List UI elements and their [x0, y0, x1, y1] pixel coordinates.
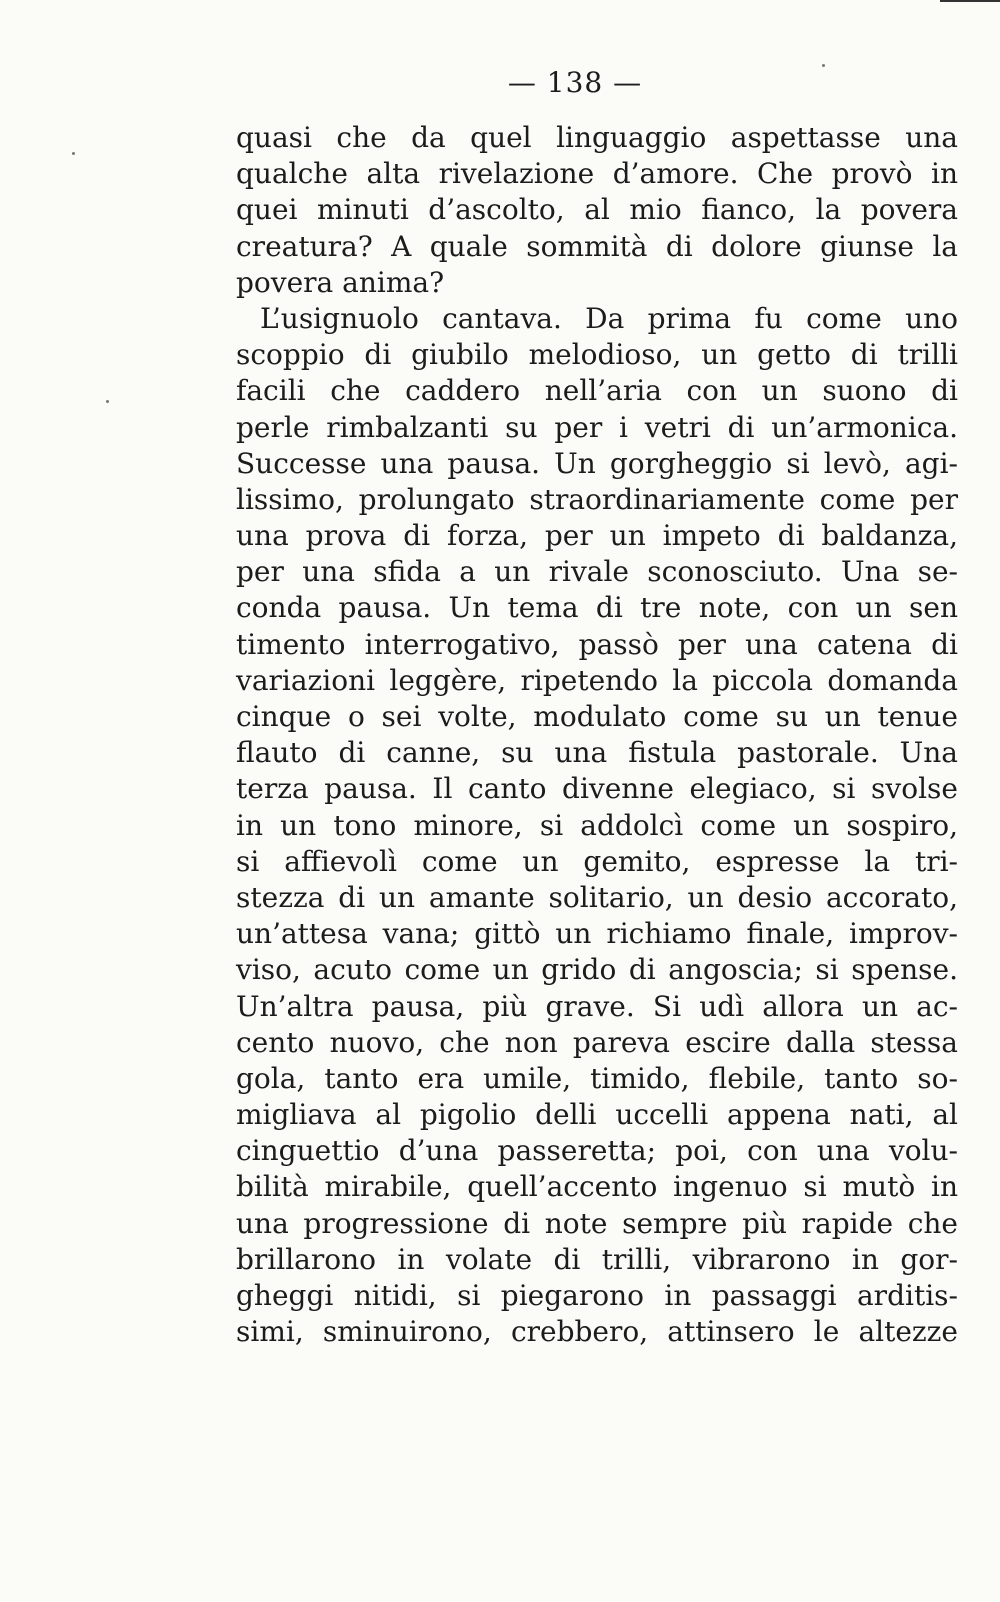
text-line: qualche alta rivelazione d’amore. Che provò in — [236, 157, 958, 191]
text-line: in un tono minore, si addolcì come un sospiro, — [236, 808, 958, 842]
paper-speck — [106, 400, 109, 403]
text-line: scoppio di giubilo melodioso, un getto di trilli — [236, 338, 958, 372]
text-line: lissimo, prolungato straordinariamente come per — [236, 482, 958, 516]
page-edge-mark — [940, 0, 1000, 2]
text-line: simi, sminuirono, crebbero, attinsero le altezze — [236, 1315, 958, 1349]
text-line: cinguettio d’una passeretta; poi, con una volu- — [236, 1134, 958, 1168]
page-number: — 138 — — [507, 66, 643, 99]
text-line: una progressione di note sempre più rapide che — [236, 1206, 958, 1240]
text-line: un’attesa vana; gittò un richiamo finale, improv- — [236, 917, 958, 951]
text-line: creatura? A quale sommità di dolore giunse la — [236, 229, 958, 263]
text-line: per una sfida a un rivale sconosciuto. Una se- — [236, 555, 958, 589]
text-line: brillarono in volate di trilli, vibrarono in gor- — [236, 1242, 958, 1276]
text-line: timento interrogativo, passò per una catena di — [236, 627, 958, 661]
body-text — [236, 120, 958, 1350]
text-line: povera anima? — [236, 265, 445, 299]
text-line: migliava al pigolio delli uccelli appena nati, al — [236, 1098, 958, 1132]
text-line: L’usignuolo cantava. Da prima fu come uno — [260, 301, 958, 335]
text-line: stezza di un amante solitario, un desio accorato, — [236, 880, 958, 914]
text-line: perle rimbalzanti su per i vetri di un’armonica. — [236, 410, 958, 444]
text-line: cinque o sei volte, modulato come su un tenue — [236, 700, 958, 733]
text-line: bilità mirabile, quell’accento ingenuo si mutò in — [236, 1170, 958, 1204]
text-line: viso, acuto come un grido di angoscia; si spense. — [236, 953, 958, 987]
text-line: facili che caddero nell’aria con un suono di — [236, 374, 958, 408]
text-line: conda pausa. Un tema di tre note, con un sen — [236, 591, 958, 625]
text-line: gheggi nitidi, si piegarono in passaggi arditis- — [236, 1279, 958, 1312]
text-line: Un’altra pausa, più grave. Si udì allora un ac- — [236, 989, 958, 1023]
paper-speck — [72, 152, 75, 155]
text-line: si affievolì come un gemito, espresse la tri- — [236, 844, 958, 878]
text-line: terza pausa. Il canto divenne elegiaco, si svolse — [236, 772, 958, 806]
text-line: cento nuovo, che non pareva escire dalla stessa — [236, 1025, 958, 1059]
text-line: gola, tanto era umile, timido, flebile, tanto so- — [236, 1061, 958, 1095]
text-line: quei minuti d’ascolto, al mio fianco, la povera — [236, 193, 958, 227]
text-line: una prova di forza, per un impeto di baldanza, — [236, 519, 958, 553]
text-line: Successe una pausa. Un gorgheggio si levò, agi- — [236, 446, 958, 480]
text-line: variazioni leggère, ripetendo la piccola domanda — [236, 663, 958, 697]
text-line: flauto di canne, su una fistula pastorale. Una — [236, 736, 958, 770]
text-line: quasi che da quel linguaggio aspettasse una — [236, 121, 958, 154]
